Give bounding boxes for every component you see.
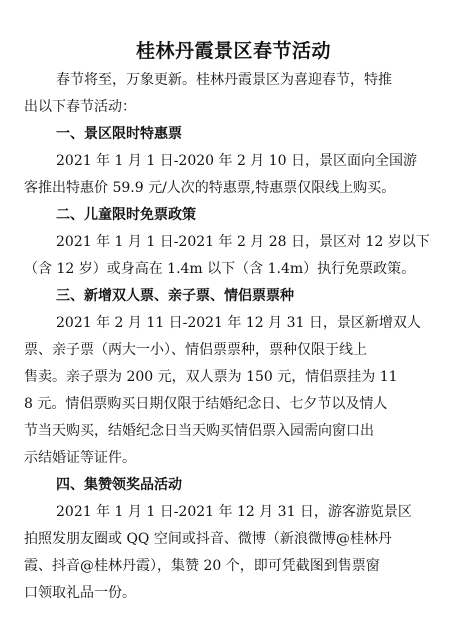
section-1-line: 客推出特惠价 59.9 元/人次的特惠票,特惠票仅限线上购买。 — [24, 180, 396, 196]
section-heading-3: 三、新增双人票、亲子票、情侣票票种 — [56, 288, 294, 304]
section-3-line: 示结婚证等证件。 — [24, 450, 136, 466]
section-1-line: 2021 年 1 月 1 日-2020 年 2 月 10 日，景区面向全国游 — [56, 153, 418, 169]
section-3-line: 售卖。亲子票为 200 元，双人票为 150 元，情侣票挂为 11 — [24, 369, 398, 385]
section-3-line: 8 元。情侣票购买日期仅限于结婚纪念日、七夕节以及情人 — [24, 396, 388, 412]
intro-line: 出以下春节活动： — [24, 99, 136, 115]
section-4-line: 霞、抖音@桂林丹霞），集赞 20 个，即可凭截图到售票窗 — [24, 558, 380, 574]
section-3-line: 票、亲子票（两大一小）、情侣票票种，票种仅限于线上 — [24, 342, 367, 358]
section-4-line: 2021 年 1 月 1 日-2021 年 12 月 31 日，游客游览景区 — [56, 504, 412, 520]
section-4-line: 拍照发朋友圈或 QQ 空间或抖音、微博（新浪微博@桂林丹 — [24, 531, 392, 547]
section-2-line: 2021 年 1 月 1 日-2021 年 2 月 28 日，景区对 12 岁以下 — [56, 234, 430, 250]
section-heading-2: 二、儿童限时免票政策 — [56, 207, 196, 223]
intro-line: 春节将至，万象更新。桂林丹霞景区为喜迎春节，特推 — [56, 72, 392, 88]
document-body — [24, 67, 444, 607]
section-heading-4: 四、集赞领奖品活动 — [56, 477, 182, 493]
section-heading-1: 一、景区限时特惠票 — [56, 126, 182, 142]
section-3-line: 2021 年 2 月 11 日-2021 年 12 月 31 日，景区新增双人 — [56, 315, 421, 331]
section-4-line: 口领取礼品一份。 — [24, 585, 136, 601]
section-2-line: （含 12 岁）或身高在 1.4m 以下（含 1.4m）执行免票政策。 — [24, 261, 416, 277]
section-3-line: 节当天购买，结婚纪念日当天购买情侣票入园需向窗口出 — [24, 423, 374, 439]
page-title: 桂林丹霞景区春节活动 — [135, 40, 331, 62]
